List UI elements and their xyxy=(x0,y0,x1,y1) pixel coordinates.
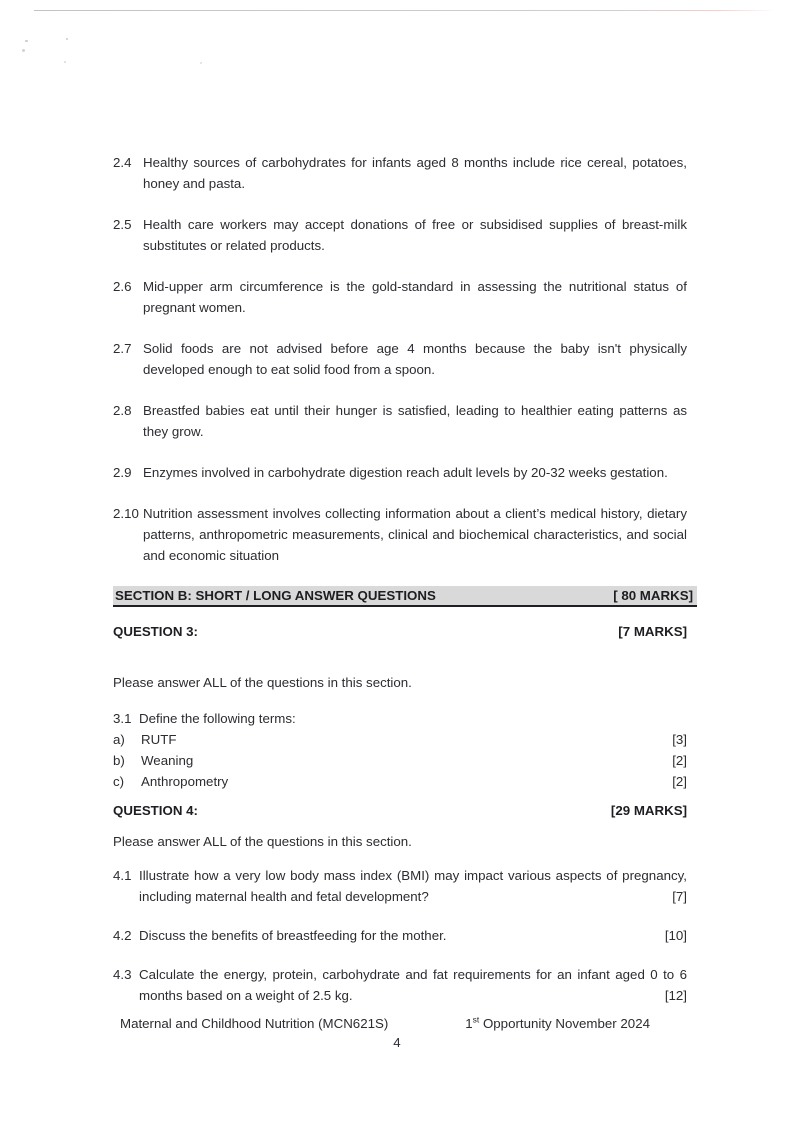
question4-marks: [29 MARKS] xyxy=(610,803,687,818)
scan-speck xyxy=(22,49,25,52)
item-letter: b) xyxy=(113,753,125,768)
question-text-body: Discuss the benefits of breastfeeding for the mother. xyxy=(139,928,447,943)
statement-number: 2.9 xyxy=(113,465,132,480)
section-b-title: SECTION B: SHORT / LONG ANSWER QUESTIONS xyxy=(115,588,436,603)
statement-number: 2.7 xyxy=(113,341,132,356)
question-text xyxy=(139,964,687,1006)
question-text xyxy=(139,865,687,907)
section-b-marks: [ 80 MARKS] xyxy=(613,588,693,603)
item-mark: [2] xyxy=(672,753,687,768)
statement-row xyxy=(113,152,687,194)
statement-row xyxy=(113,214,687,256)
question3-intro-row xyxy=(113,708,687,729)
definition-item xyxy=(113,771,687,792)
question-item xyxy=(113,865,687,907)
item-letter: a) xyxy=(113,732,125,747)
question-number: 4.2 xyxy=(113,928,132,943)
statement-number: 2.10 xyxy=(113,506,139,521)
scan-speck xyxy=(25,40,28,42)
question-number: 4.3 xyxy=(113,967,132,982)
definition-item xyxy=(113,729,687,750)
question-text-body: Calculate the energy, protein, carbohydrate and fat requirements for an infant aged 0 to 6 months based on a weight of 2.5 kg. xyxy=(139,967,687,1003)
item-term: Weaning xyxy=(141,753,194,768)
item-mark: [3] xyxy=(672,732,687,747)
question-mark: [7] xyxy=(672,889,687,904)
question-number: 3.1 xyxy=(113,711,132,726)
statement-row xyxy=(113,400,687,442)
ordinal-suffix: st xyxy=(472,1014,480,1025)
statement-text: Mid-upper arm circumference is the gold-standard in assessing the nutritional status of pregnant women. xyxy=(143,279,687,315)
scan-speck xyxy=(64,61,66,63)
footer-course: Maternal and Childhood Nutrition (MCN621S) xyxy=(120,1016,389,1031)
item-mark: [2] xyxy=(672,774,687,789)
question-item xyxy=(113,964,687,1006)
question-mark: [10] xyxy=(664,928,687,943)
question4-heading-row xyxy=(113,800,687,821)
question3-intro-text: Define the following terms: xyxy=(139,711,296,726)
question3-heading: QUESTION 3: xyxy=(113,624,198,639)
question-text-body: Illustrate how a very low body mass index (BMI) may impact various aspects of pregnancy, including maternal health and fetal development? xyxy=(139,868,687,904)
question4-heading: QUESTION 4: xyxy=(113,803,198,818)
item-term: RUTF xyxy=(141,732,177,747)
statement-text: Health care workers may accept donations of free or subsidised supplies of breast-milk substitutes or related products. xyxy=(143,217,687,253)
statement-number: 2.4 xyxy=(113,155,132,170)
footer xyxy=(120,1013,650,1034)
section-instruction: Please answer ALL of the questions in this section. xyxy=(113,675,412,690)
question3-heading-row xyxy=(113,621,687,642)
item-term: Anthropometry xyxy=(141,774,229,789)
question3-marks: [7 MARKS] xyxy=(618,624,687,639)
statement-text: Enzymes involved in carbohydrate digestion reach adult levels by 20-32 weeks gestation. xyxy=(143,465,668,480)
exam-page-content xyxy=(113,152,697,1024)
question-mark: [12] xyxy=(664,988,687,1003)
statement-number: 2.6 xyxy=(113,279,132,294)
section-instruction: Please answer ALL of the questions in this section. xyxy=(113,834,412,849)
section-b-header-bar xyxy=(113,586,697,607)
statement-text: Healthy sources of carbohydrates for infants aged 8 months include rice cereal, potatoes, honey and pasta. xyxy=(143,155,687,191)
statement-row xyxy=(113,462,687,483)
statement-row xyxy=(113,503,687,566)
item-letter: c) xyxy=(113,774,125,789)
page-number: 4 xyxy=(393,1035,401,1050)
question-number: 4.1 xyxy=(113,868,132,883)
statement-number: 2.5 xyxy=(113,217,132,232)
scan-speck xyxy=(66,38,68,40)
statement-row xyxy=(113,338,687,380)
statement-text: Solid foods are not advised before age 4 months because the baby isn't physically developed enough to eat solid food from a spoon. xyxy=(143,341,687,377)
statement-text: Nutrition assessment involves collecting information about a client’s medical history, dietary patterns, anthropometric measurements, clinical and biochemical characteristics, and social and economic situation xyxy=(143,506,687,563)
definition-item xyxy=(113,750,687,771)
statement-row xyxy=(113,276,687,318)
statement-number: 2.8 xyxy=(113,403,132,418)
scan-artifact-line xyxy=(34,10,776,11)
statement-text: Breastfed babies eat until their hunger is satisfied, leading to healthier eating patterns as they grow. xyxy=(143,403,687,439)
scan-speck xyxy=(200,62,202,64)
footer-opportunity: 1st Opportunity November 2024 xyxy=(465,1014,650,1031)
question-item xyxy=(113,925,687,946)
question-text xyxy=(139,925,687,946)
